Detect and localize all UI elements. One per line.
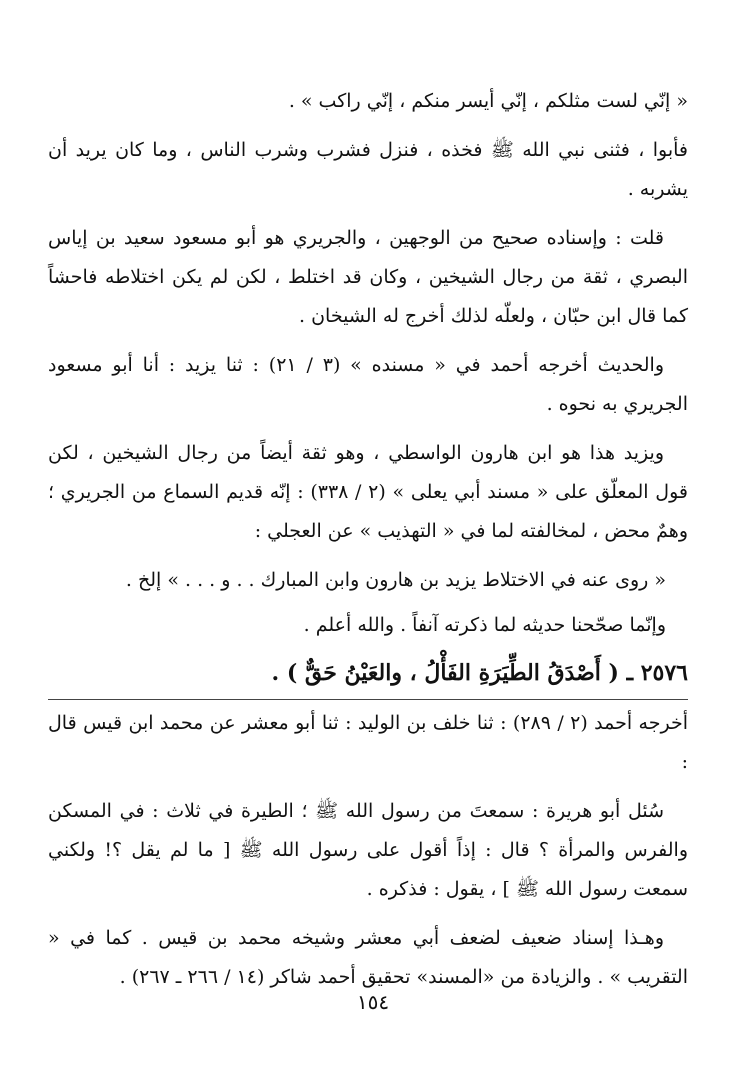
page-number: ١٥٤ xyxy=(356,990,390,1014)
quote-ijli: « روى عنه في الاختلاط يزيد بن هارون وابن المبارك . . و . . . » إلخ . xyxy=(125,569,666,591)
page-body xyxy=(48,82,688,1007)
paragraph-prophet-drink: فأبوا ، فثنى نبي الله ﷺ فخذه ، فنزل فشرب وشرب الناس ، وما كان يريد أن يشربه . xyxy=(48,139,688,200)
paragraph-abu-hurayra: سُئل أبو هريرة : سمعتَ من رسول الله ﷺ ؛ الطيرة في ثلاث : في المسكن والفرس والمرأة ؟ قال : إذاً أقول على رسول الله ﷺ [ ما لم يقل ؟! ولكني سمعت رسول الله ﷺ ] ، يقول : فذكره . xyxy=(48,800,688,900)
paragraph-yazid-harun: ويزيد هذا هو ابن هارون الواسطي ، وهو ثقة أيضاً من رجال الشيخين ، لكن قول المعلّق على « مسند أبي يعلى » (٢ / ٣٣٨) : إنّه قديم السماع من الجريري ؛ وهمٌ محض ، لمخالفته لما في « التهذيب » عن العجلي : xyxy=(48,442,688,542)
paragraph-ahmad-musnad: والحديث أخرجه أحمد في « مسنده » (٣ / ٢١) : ثنا يزيد : أنا أبو مسعود الجريري به نحوه . xyxy=(48,354,688,415)
paragraph-weak-isnad: وهـذا إسناد ضعيف لضعف أبي معشر وشيخه محمد بن قيس . كما في « التقريب » . والزيادة من «المسند» تحقيق أحمد شاكر (١٤ / ٢٦٦ ـ ٢٦٧) . xyxy=(48,927,688,988)
paragraph-takhrij: أخرجه أحمد (٢ / ٢٨٩) : ثنا خلف بن الوليد : ثنا أبو معشر عن محمد ابن قيس قال : xyxy=(48,712,689,773)
hadith-heading: ٢٥٧٦ ـ ( أَصْدَقُ الطِّيَرَةِ الفَأْلُ ، والعَيْنُ حَقٌّ ) . xyxy=(48,651,688,700)
quote-conclusion: وإنّما صحّحنا حديثه لما ذكرته آنفاً . والله أعلم . xyxy=(303,614,666,636)
paragraph-quote-rakib: « إنّي لست مثلكم ، إنّي أيسر منكم ، إنّي راكب » . xyxy=(288,90,688,112)
paragraph-isnad-commentary: قلت : وإسناده صحيح من الوجهين ، والجريري هو أبو مسعود سعيد بن إياس البصري ، ثقة من رجال الشيخين ، وكان قد اختلط ، لكن لم يكن اختلاطه فاحشاً كما قال ابن حبّان ، ولعلّه لذلك أخرج له الشيخان . xyxy=(48,227,688,327)
